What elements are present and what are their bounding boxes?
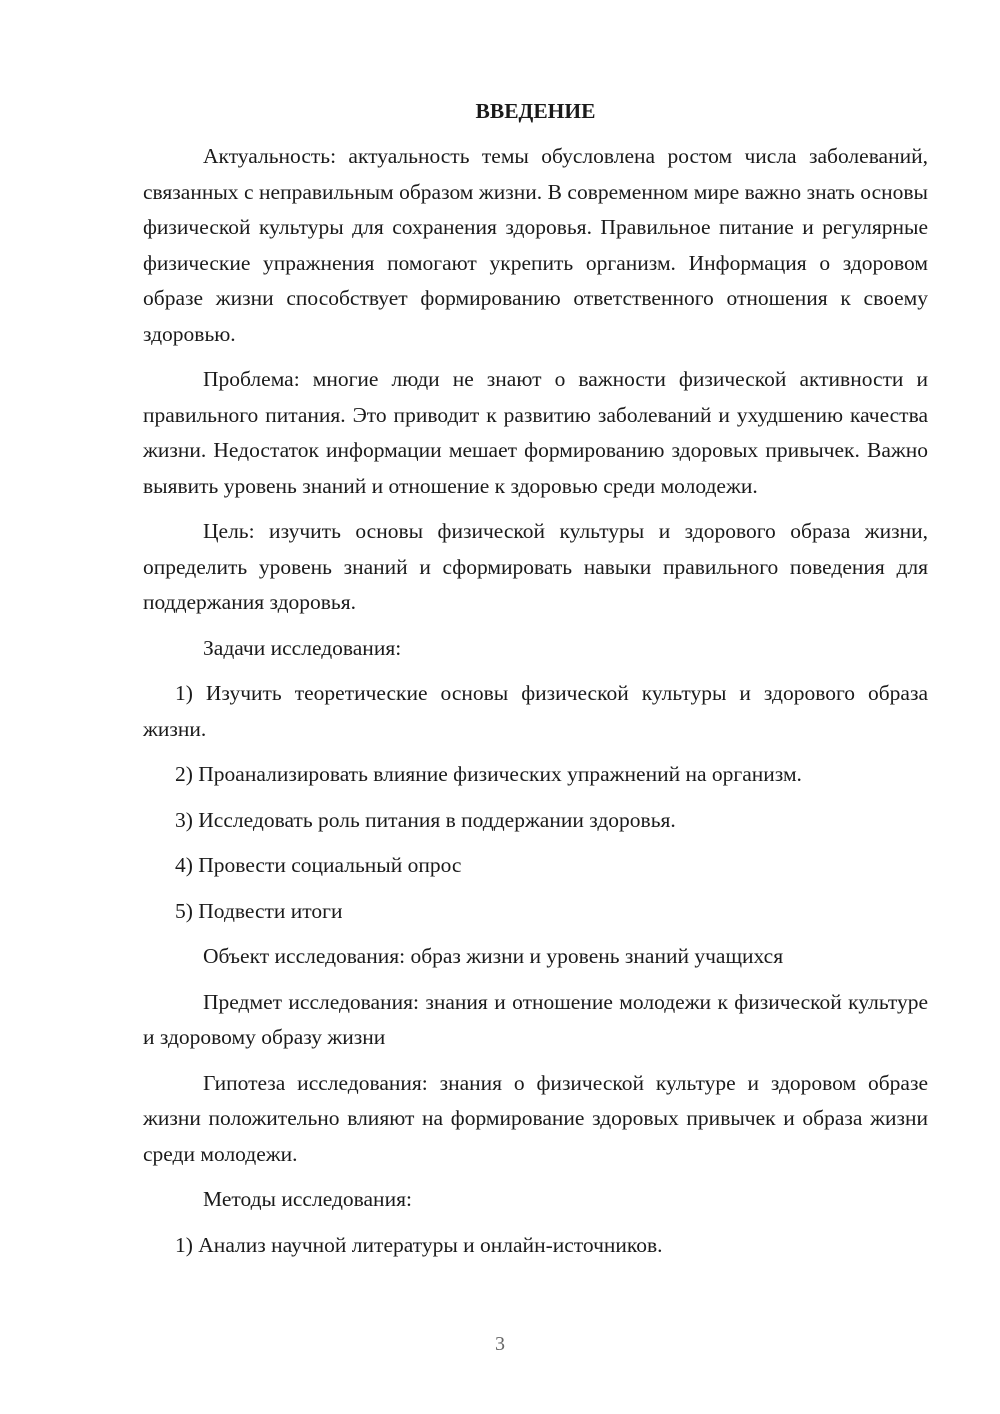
section-title: ВВЕДЕНИЕ — [475, 99, 596, 123]
methods-heading: Методы исследования: — [203, 1187, 412, 1211]
relevance-paragraph: Актуальность: актуальность темы обусловлена ростом числа заболеваний, связанных с неправильным образом жизни. В современном мире важно знать основы физической культуры для сохранения здоровья. Правильное питание и регулярные физические упражнения помогают укрепить организм. Информация о здоровом образе жизни способствует формированию ответственного отношения к своему здоровью. — [143, 144, 928, 346]
goal-paragraph: Цель: изучить основы физической культуры и здорового образа жизни, определить уровень знаний и сформировать навыки правильного поведения для поддержания здоровья. — [143, 519, 928, 614]
hypothesis-paragraph: Гипотеза исследования: знания о физической культуре и здоровом образе жизни положительно влияют на формирование здоровых привычек и образа жизни среди молодежи. — [143, 1070, 928, 1166]
task-item-3: 3) Исследовать роль питания в поддержании здоровья. — [175, 807, 676, 832]
task-item-4: 4) Провести социальный опрос — [175, 853, 462, 877]
document-page — [143, 94, 928, 1273]
problem-paragraph: Проблема: многие люди не знают о важности физической активности и правильного питания. Это приводит к развитию заболеваний и ухудшению качества жизни. Недостаток информации мешает формированию здоровых привычек. Важно выявить уровень знаний и отношение к здоровью среди молодежи. — [143, 367, 928, 498]
tasks-heading: Задачи исследования: — [203, 635, 402, 660]
task-item-1: 1) Изучить теоретические основы физической культуры и здорового образа жизни. — [143, 681, 928, 741]
subject-paragraph: Предмет исследования: знания и отношение молодежи к физической культуре и здоровому образу жизни — [143, 989, 928, 1049]
method-item-1: 1) Анализ научной литературы и онлайн-источников. — [175, 1232, 663, 1257]
object-paragraph: Объект исследования: образ жизни и уровень знаний учащихся — [203, 944, 784, 968]
task-item-5: 5) Подвести итоги — [175, 898, 343, 923]
page-number: 3 — [495, 1333, 505, 1355]
task-item-2: 2) Проанализировать влияние физических упражнений на организм. — [175, 762, 802, 786]
